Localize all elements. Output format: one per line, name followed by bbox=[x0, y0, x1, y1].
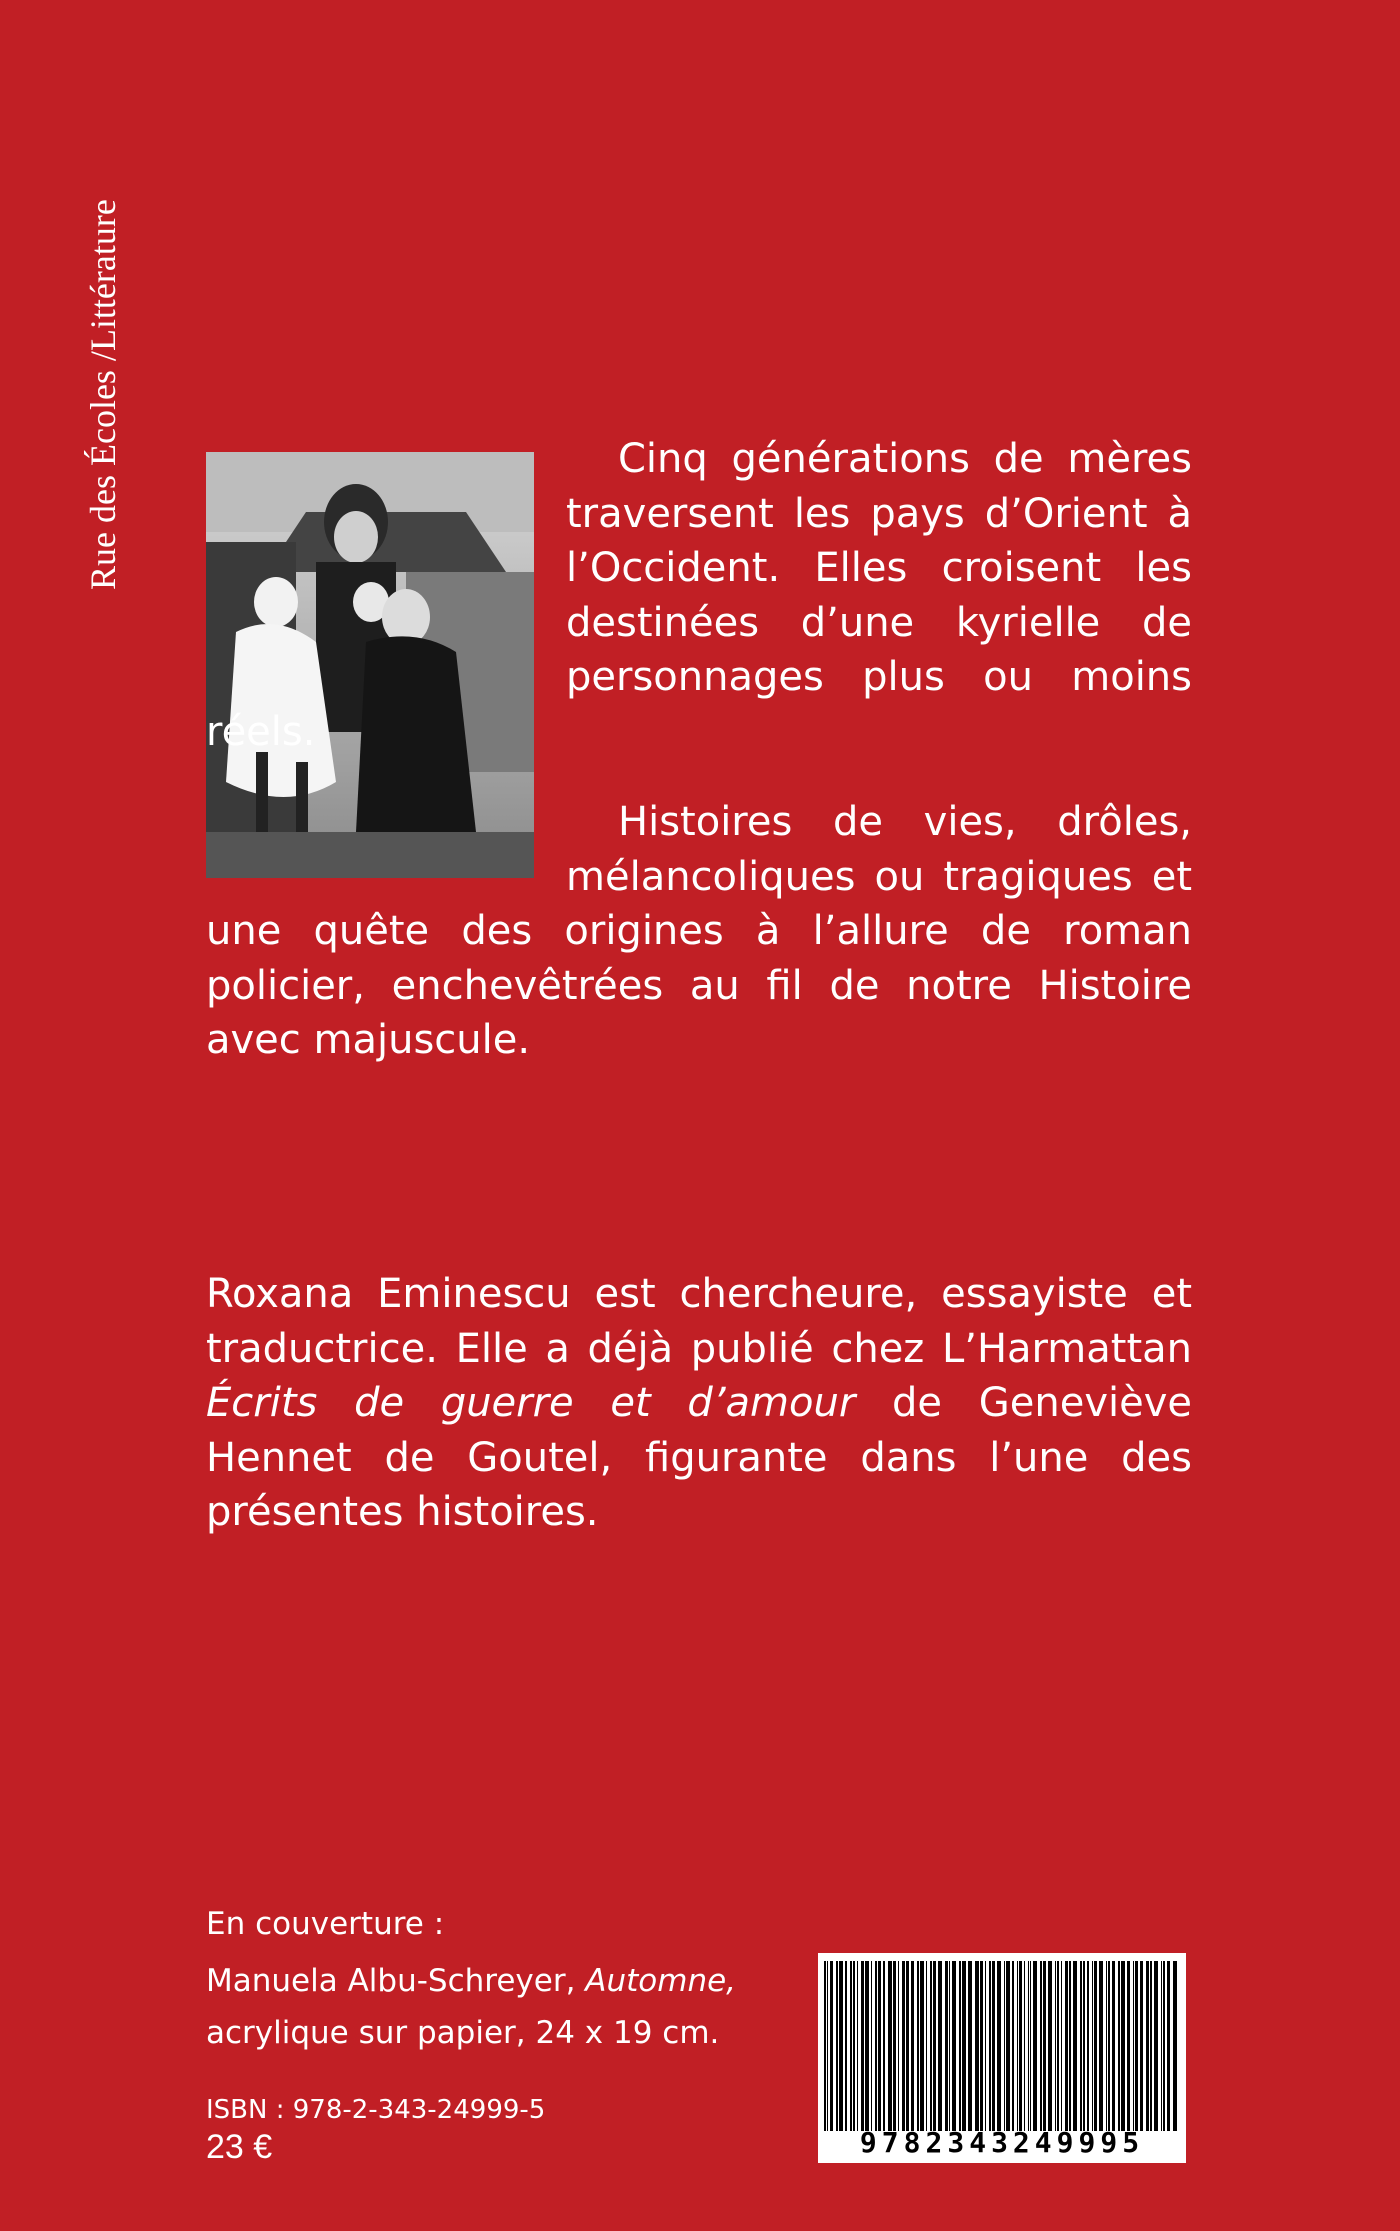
barcode-bar bbox=[968, 1961, 972, 2131]
barcode-bar bbox=[865, 1961, 869, 2131]
barcode-bar bbox=[906, 1961, 909, 2131]
author-bio-before: Roxana Eminescu est chercheure, essayiste et traductrice. Elle a déjà publié chez L’Harmattan bbox=[206, 1271, 1192, 1372]
barcode-bar bbox=[1019, 1961, 1022, 2131]
cover-credit-medium: acrylique sur papier, 24 x 19 cm. bbox=[206, 2015, 720, 2051]
barcode-bar bbox=[898, 1961, 899, 2131]
barcode-bar bbox=[888, 1961, 892, 2131]
barcode-bar bbox=[830, 1961, 833, 2131]
barcode-bar bbox=[878, 1961, 881, 2131]
barcode bbox=[818, 1953, 1186, 2163]
barcode-bar bbox=[945, 1961, 948, 2131]
barcode-bar bbox=[911, 1961, 914, 2131]
barcode-bar bbox=[824, 1961, 826, 2131]
barcode-bar bbox=[1108, 1961, 1110, 2131]
barcode-bar bbox=[1055, 1961, 1056, 2131]
barcode-bar bbox=[985, 1961, 986, 2131]
barcode-bar bbox=[827, 1961, 828, 2131]
summary-text-1: Cinq générations de mères traversent les pays d’Orient à l’Occident. Elles croisent les destinées d’une kyrielle de personnages plus ou moins réels. bbox=[206, 436, 1192, 755]
barcode-bar bbox=[1146, 1961, 1149, 2131]
barcode-bar bbox=[1150, 1961, 1152, 2131]
barcode-bar bbox=[1106, 1961, 1107, 2131]
barcode-bar bbox=[930, 1961, 932, 2131]
price: 23 € bbox=[206, 2128, 273, 2166]
barcode-bar bbox=[1024, 1961, 1025, 2131]
barcode-bar bbox=[997, 1961, 1001, 2131]
artwork-title: Automne, bbox=[585, 1963, 737, 1999]
barcode-bar bbox=[845, 1961, 847, 2131]
barcode-bar bbox=[1017, 1961, 1018, 2131]
barcode-bar bbox=[1028, 1961, 1029, 2131]
barcode-bar bbox=[938, 1961, 942, 2131]
barcode-bar bbox=[1087, 1961, 1089, 2131]
barcode-bar bbox=[962, 1961, 966, 2131]
summary-paragraph-2 bbox=[206, 795, 1192, 1068]
barcode-bar bbox=[883, 1961, 885, 2131]
barcode-bar bbox=[1112, 1961, 1115, 2131]
barcode-bar bbox=[1094, 1961, 1097, 2131]
barcode-bar bbox=[1065, 1961, 1068, 2131]
series-title: Rue des Écoles /Littérature bbox=[83, 199, 123, 590]
barcode-bar bbox=[1004, 1961, 1005, 2131]
barcode-bar bbox=[952, 1961, 956, 2131]
barcode-bar bbox=[1135, 1961, 1138, 2131]
barcode-bar bbox=[1043, 1961, 1046, 2131]
barcode-bar bbox=[1127, 1961, 1130, 2131]
barcode-bar bbox=[980, 1961, 983, 2131]
barcode-bar bbox=[1121, 1961, 1125, 2131]
barcode-bar bbox=[1163, 1961, 1165, 2131]
artist-name: Manuela Albu-Schreyer, bbox=[206, 1963, 586, 1999]
barcode-bar bbox=[1083, 1961, 1085, 2131]
barcode-bar bbox=[902, 1961, 905, 2131]
barcode-bar bbox=[857, 1961, 858, 2131]
barcode-bar bbox=[1080, 1961, 1082, 2131]
barcode-bar bbox=[1048, 1961, 1052, 2131]
cover-credit-heading: En couverture : bbox=[206, 1906, 445, 1942]
barcode-bar bbox=[1012, 1961, 1014, 2131]
author-bio-after: de Geneviève Hennet de Goutel, figurante dans l’une des présentes histoires. bbox=[206, 1380, 1193, 1535]
barcode-bar bbox=[1140, 1961, 1143, 2131]
barcode-bar bbox=[836, 1961, 838, 2131]
barcode-bar bbox=[926, 1961, 927, 2131]
barcode-bar bbox=[1092, 1961, 1093, 2131]
barcode-bar bbox=[875, 1961, 877, 2131]
barcode-bar bbox=[992, 1961, 995, 2131]
barcode-bar bbox=[949, 1961, 950, 2131]
barcode-bar bbox=[1099, 1961, 1103, 2131]
barcode-bar bbox=[1118, 1961, 1120, 2131]
cover-credit-artist bbox=[206, 1959, 736, 2004]
barcode-bar bbox=[1040, 1961, 1042, 2131]
barcode-bar bbox=[1061, 1961, 1062, 2131]
barcode-bar bbox=[1073, 1961, 1077, 2131]
barcode-bar bbox=[917, 1961, 919, 2131]
barcode-bar bbox=[975, 1961, 979, 2131]
barcode-bar bbox=[1069, 1961, 1071, 2131]
barcode-bar bbox=[959, 1961, 961, 2131]
barcode-bar bbox=[1161, 1961, 1162, 2131]
barcode-bar bbox=[1167, 1961, 1170, 2131]
isbn: ISBN : 978-2-343-24999-5 bbox=[206, 2095, 546, 2125]
barcode-bar bbox=[850, 1961, 852, 2131]
summary-text-2: Histoires de vies, drôles, mélancoliques ou tragiques et une quête des origines à l’allure de roman policier, enchevêtrées au fil de notre Histoire avec majuscule. bbox=[206, 799, 1192, 1063]
barcode-bar bbox=[893, 1961, 896, 2131]
barcode-bar bbox=[989, 1961, 991, 2131]
barcode-bar bbox=[1030, 1961, 1031, 2131]
barcode-bar bbox=[1057, 1961, 1059, 2131]
barcode-bar bbox=[861, 1961, 864, 2131]
author-bio bbox=[206, 1267, 1192, 1540]
barcode-bar bbox=[1154, 1961, 1158, 2131]
barcode-digits: 9782343249995 bbox=[859, 2126, 1145, 2159]
barcode-bar bbox=[920, 1961, 924, 2131]
barcode-bar bbox=[1133, 1961, 1134, 2131]
barcode-bar bbox=[839, 1961, 843, 2131]
barcode-bars bbox=[818, 1961, 1186, 2131]
barcode-bar bbox=[1006, 1961, 1010, 2131]
summary-paragraph-1 bbox=[206, 432, 1192, 759]
barcode-bar bbox=[1033, 1961, 1037, 2131]
barcode-bar bbox=[933, 1961, 936, 2131]
barcode-bar bbox=[1173, 1961, 1177, 2131]
book-title: Écrits de guerre et d’amour bbox=[206, 1380, 856, 1426]
barcode-bar bbox=[853, 1961, 855, 2131]
barcode-bar bbox=[871, 1961, 872, 2131]
